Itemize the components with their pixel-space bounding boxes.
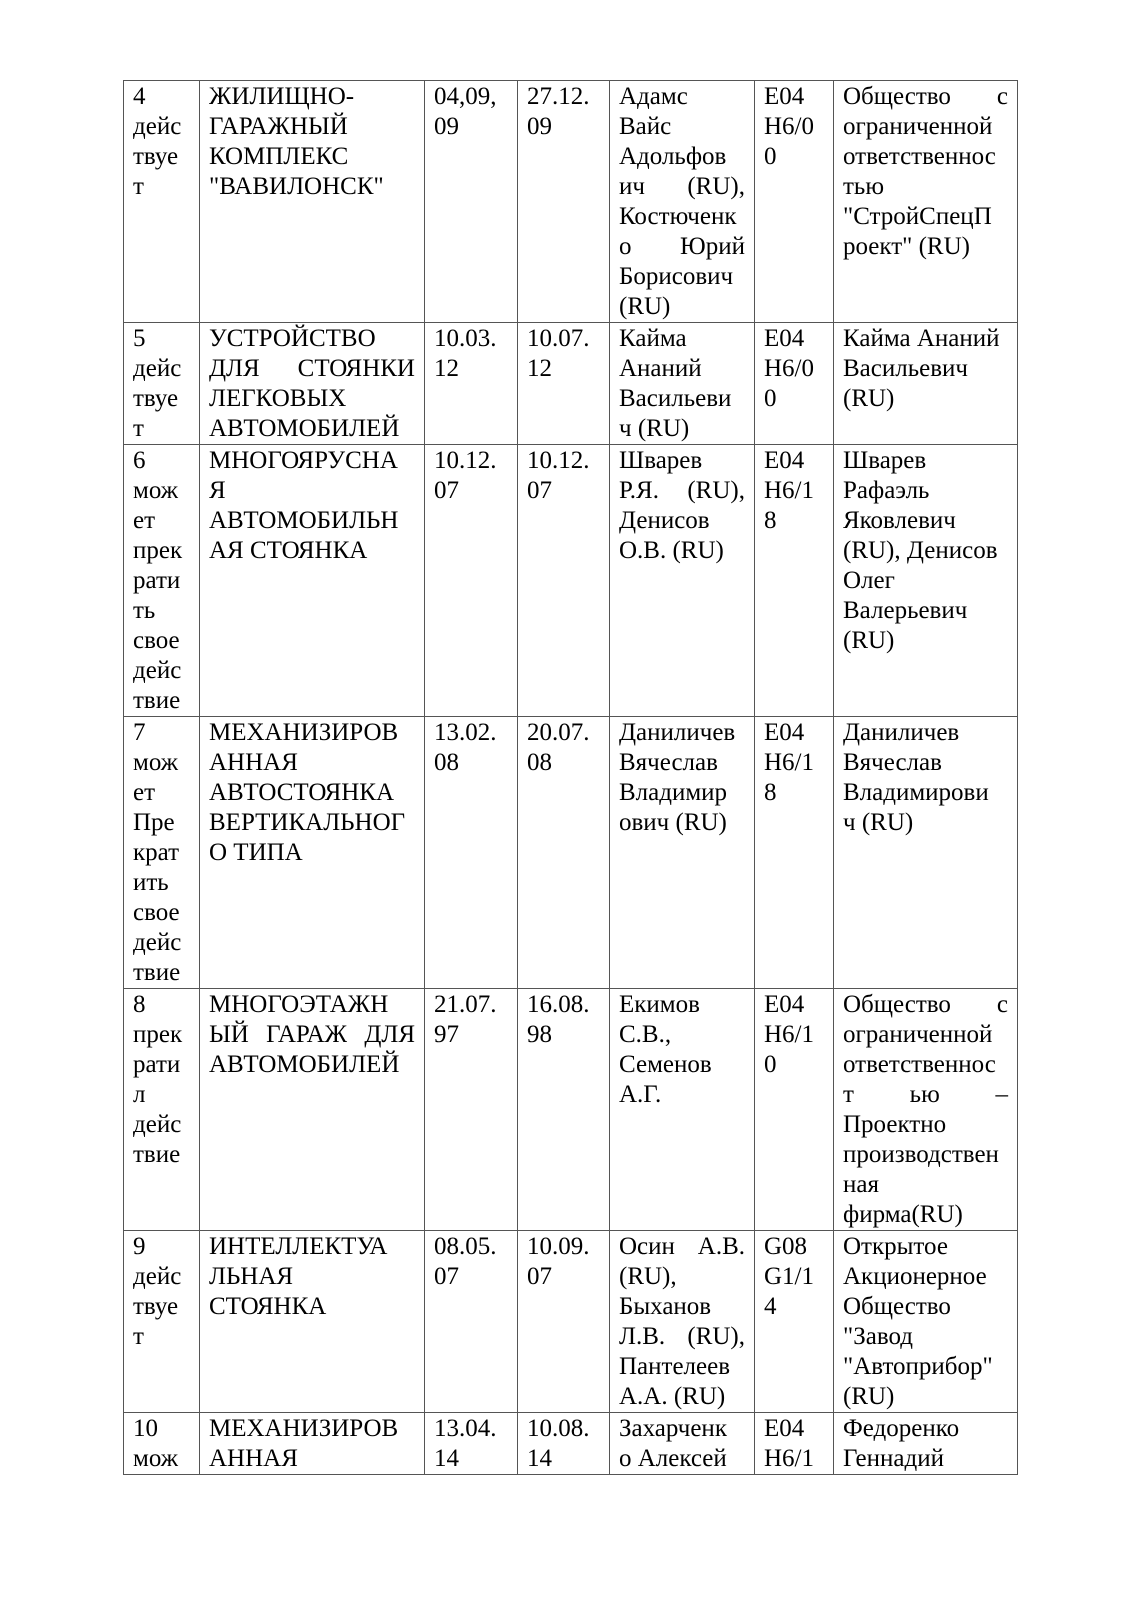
cell-text-line: 12 [434,355,459,382]
cell-text-line: 8 [133,991,146,1018]
cell-text-line: Вайс [619,113,672,140]
cell-text-line: 10.08. [527,1415,590,1442]
application-date-cell [425,1413,518,1475]
cell-text-line: H6/0 [764,355,814,382]
cell-text-line: Рафаэль [843,477,930,504]
table-row [124,1231,1018,1413]
cell-text-line: АВТОСТОЯНКА [209,779,395,806]
cell-text-line: дейс [133,1263,182,1290]
cell-text-line: (RU) [619,293,671,320]
patent-owner-cell [834,1231,1018,1413]
cell-text-line: 97 [434,1021,459,1048]
cell-text-line: Проектно [843,1111,947,1138]
table-row [124,323,1018,445]
cell-text-line: АВТОМОБИЛЬН [209,507,399,534]
cell-text-line: л [133,1081,146,1108]
cell-text-line: ограниченной [843,1021,993,1048]
authors-cell [610,445,755,717]
patent-owner-cell [834,81,1018,323]
cell-text-line: 8 [764,507,777,534]
cell-text-line: "Завод [843,1323,913,1350]
cell-text-line: дейс [133,1111,182,1138]
row-number-status-cell [124,1413,200,1475]
cell-text-line: свое [133,899,180,926]
invention-title-cell [200,989,425,1231]
invention-title-cell [200,1413,425,1475]
cell-text-line: (RU) [843,1383,895,1410]
table-row [124,717,1018,989]
cell-text-line: свое [133,627,180,654]
cell-text-line: ет [133,779,156,806]
cell-text-line: т ью – [843,1081,1008,1108]
cell-text-line: "СтройСпецП [843,203,992,230]
table-row [124,445,1018,717]
cell-text-line: производствен [843,1141,999,1168]
patent-owner-cell [834,323,1018,445]
cell-text-line: E04 [764,719,805,746]
cell-text-line: 13.04. [434,1415,497,1442]
cell-text-line: 08 [434,749,459,776]
cell-text-line: УСТРОЙСТВО [209,325,376,352]
cell-text-line: Я [209,477,226,504]
cell-text-line: МЕХАНИЗИРОВ [209,719,399,746]
cell-text-line: твие [133,687,181,714]
cell-text-line: АЯ СТОЯНКА [209,537,368,564]
cell-text-line: 07 [434,477,459,504]
cell-text-line: ич (RU), [619,173,745,200]
cell-text-line: 0 [764,385,777,412]
cell-text-line: (RU), [619,1263,677,1290]
cell-text-line: 7 [133,719,146,746]
cell-text-line: H6/1 [764,477,814,504]
cell-text-line: Денисов [619,507,710,534]
invention-title-cell [200,323,425,445]
application-date-cell [425,323,518,445]
application-date-cell [425,81,518,323]
cell-text-line: прек [133,1021,183,1048]
cell-text-line: Быханов [619,1293,712,1320]
cell-text-line: Адамс [619,83,688,110]
cell-text-line: (RU) [843,627,895,654]
cell-text-line: (RU) [843,385,895,412]
cell-text-line: 27.12. [527,83,590,110]
cell-text-line: твуе [133,385,179,412]
application-date-cell [425,989,518,1231]
ipc-class-cell [755,445,834,717]
cell-text-line: Открытое [843,1233,948,1260]
cell-text-line: дейс [133,657,182,684]
cell-text-line: дейс [133,929,182,956]
cell-text-line: 09 [527,113,552,140]
cell-text-line: 10.07. [527,325,590,352]
cell-text-line: E04 [764,325,805,352]
cell-text-line: МЕХАНИЗИРОВ [209,1415,399,1442]
cell-text-line: Пре [133,809,175,836]
cell-text-line: 8 [764,779,777,806]
cell-text-line: т [133,415,144,442]
cell-text-line: мож [133,477,178,504]
cell-text-line: 4 [764,1293,777,1320]
cell-text-line: ович (RU) [619,809,727,836]
cell-text-line: Яковлевич [843,507,956,534]
row-number-status-cell [124,445,200,717]
cell-text-line: ВЕРТИКАЛЬНОГ [209,809,406,836]
cell-text-line: 4 [133,83,146,110]
cell-text-line: Р.Я. (RU), [619,477,745,504]
cell-text-line: мож [133,749,178,776]
cell-text-line: Захарченк [619,1415,727,1442]
ipc-class-cell [755,81,834,323]
row-number-status-cell [124,989,200,1231]
table-row [124,989,1018,1231]
cell-text-line: Олег [843,567,895,594]
cell-text-line: ответственнос [843,143,996,170]
cell-text-line: Екимов [619,991,700,1018]
cell-text-line: АННАЯ [209,1445,298,1472]
cell-text-line: Васильеви [619,385,732,412]
cell-text-line: Борисович [619,263,734,290]
cell-text-line: 0 [764,1051,777,1078]
patents-table [123,80,1018,1475]
cell-text-line: Вячеслав [619,749,718,776]
cell-text-line: Общество с [843,83,1008,110]
cell-text-line: рати [133,567,181,594]
authors-cell [610,1231,755,1413]
invention-title-cell [200,445,425,717]
cell-text-line: тью [843,173,885,200]
cell-text-line: H6/1 [764,1021,814,1048]
cell-text-line: Адольфов [619,143,727,170]
cell-text-line: G08 [764,1233,808,1260]
cell-text-line: 98 [527,1021,552,1048]
cell-text-line: ЫЙ ГАРАЖ ДЛЯ [209,1021,415,1048]
cell-text-line: 9 [133,1233,146,1260]
cell-text-line: 14 [434,1445,459,1472]
cell-text-line: "Автоприбор" [843,1353,993,1380]
publication-date-cell [518,81,610,323]
cell-text-line: 5 [133,325,146,352]
authors-cell [610,1413,755,1475]
cell-text-line: Кайма [619,325,687,352]
cell-text-line: МНОГОЯРУСНА [209,447,398,474]
cell-text-line: 0 [764,143,777,170]
cell-text-line: "ВАВИЛОНСК" [209,173,384,200]
table-row [124,1413,1018,1475]
cell-text-line: дейс [133,113,182,140]
cell-text-line: мож [133,1445,178,1472]
cell-text-line: Геннадий [843,1445,944,1472]
cell-text-line: ограниченной [843,113,993,140]
cell-text-line: Общество [843,1293,951,1320]
cell-text-line: о Юрий [619,233,745,260]
cell-text-line: ч (RU) [619,415,690,442]
cell-text-line: Валерьевич [843,597,968,624]
cell-text-line: Осин А.В. [619,1233,745,1260]
cell-text-line: G1/1 [764,1263,814,1290]
cell-text-line: ная [843,1171,879,1198]
cell-text-line: Федоренко [843,1415,960,1442]
cell-text-line: Владимир [619,779,728,806]
cell-text-line: Васильевич [843,355,968,382]
cell-text-line: ить [133,869,169,896]
cell-text-line: МНОГОЭТАЖН [209,991,389,1018]
cell-text-line: ЛЬНАЯ [209,1263,294,1290]
cell-text-line: твуе [133,143,179,170]
authors-cell [610,81,755,323]
publication-date-cell [518,323,610,445]
cell-text-line: твие [133,1141,181,1168]
cell-text-line: ЛЕГКОВЫХ [209,385,347,412]
cell-text-line: рати [133,1051,181,1078]
cell-text-line: ть [133,597,156,624]
cell-text-line: Ананий [619,355,702,382]
cell-text-line: АВТОМОБИЛЕЙ [209,415,400,442]
row-number-status-cell [124,717,200,989]
publication-date-cell [518,1231,610,1413]
cell-text-line: Акционерное [843,1263,987,1290]
cell-text-line: E04 [764,83,805,110]
ipc-class-cell [755,323,834,445]
cell-text-line: т [133,1323,144,1350]
cell-text-line: H6/0 [764,113,814,140]
cell-text-line: ответственнос [843,1051,996,1078]
cell-text-line: КОМПЛЕКС [209,143,349,170]
cell-text-line: ДЛЯ СТОЯНКИ [209,355,415,382]
cell-text-line: С.В., [619,1021,672,1048]
ipc-class-cell [755,717,834,989]
cell-text-line: 13.02. [434,719,497,746]
cell-text-line: 09 [434,113,459,140]
cell-text-line: E04 [764,447,805,474]
ipc-class-cell [755,1231,834,1413]
application-date-cell [425,1231,518,1413]
cell-text-line: Вячеслав [843,749,942,776]
authors-cell [610,989,755,1231]
cell-text-line: Владимирови [843,779,989,806]
table-row [124,81,1018,323]
application-date-cell [425,717,518,989]
invention-title-cell [200,717,425,989]
cell-text-line: ЖИЛИЩНО- [209,83,355,110]
cell-text-line: крат [133,839,180,866]
row-number-status-cell [124,323,200,445]
cell-text-line: 07 [527,1263,552,1290]
patent-owner-cell [834,445,1018,717]
patent-owner-cell [834,1413,1018,1475]
ipc-class-cell [755,989,834,1231]
cell-text-line: 20.07. [527,719,590,746]
ipc-class-cell [755,1413,834,1475]
cell-text-line: твуе [133,1293,179,1320]
cell-text-line: о Алексей [619,1445,727,1472]
cell-text-line: А.А. (RU) [619,1383,726,1410]
cell-text-line: E04 [764,1415,805,1442]
patent-owner-cell [834,717,1018,989]
publication-date-cell [518,445,610,717]
cell-text-line: 10 [133,1415,158,1442]
cell-text-line: Шварев [843,447,927,474]
cell-text-line: 10.03. [434,325,497,352]
cell-text-line: Семенов [619,1051,712,1078]
cell-text-line: 07 [434,1263,459,1290]
cell-text-line: А.Г. [619,1081,662,1108]
cell-text-line: E04 [764,991,805,1018]
cell-text-line: 07 [527,477,552,504]
cell-text-line: Костюченк [619,203,737,230]
cell-text-line: 10.09. [527,1233,590,1260]
cell-text-line: АВТОМОБИЛЕЙ [209,1051,400,1078]
cell-text-line: (RU), Денисов [843,537,998,564]
authors-cell [610,323,755,445]
cell-text-line: ет [133,507,156,534]
cell-text-line: 6 [133,447,146,474]
cell-text-line: Л.В. (RU), [619,1323,745,1350]
invention-title-cell [200,1231,425,1413]
cell-text-line: 12 [527,355,552,382]
cell-text-line: Кайма Ананий [843,325,1000,352]
cell-text-line: 14 [527,1445,552,1472]
row-number-status-cell [124,81,200,323]
cell-text-line: 08.05. [434,1233,497,1260]
cell-text-line: фирма(RU) [843,1201,963,1228]
cell-text-line: АННАЯ [209,749,298,776]
cell-text-line: 21.07. [434,991,497,1018]
cell-text-line: ч (RU) [843,809,914,836]
cell-text-line: Даниличев [843,719,960,746]
cell-text-line: роект" (RU) [843,233,970,260]
cell-text-line: СТОЯНКА [209,1293,327,1320]
authors-cell [610,717,755,989]
publication-date-cell [518,717,610,989]
cell-text-line: Пантелеев [619,1353,731,1380]
cell-text-line: 08 [527,749,552,776]
cell-text-line: ИНТЕЛЛЕКТУА [209,1233,388,1260]
cell-text-line: H6/1 [764,1445,814,1472]
cell-text-line: 10.12. [527,447,590,474]
row-number-status-cell [124,1231,200,1413]
cell-text-line: дейс [133,355,182,382]
application-date-cell [425,445,518,717]
cell-text-line: О.В. (RU) [619,537,724,564]
cell-text-line: О ТИПА [209,839,303,866]
cell-text-line: твие [133,959,181,986]
cell-text-line: Даниличев [619,719,736,746]
cell-text-line: ГАРАЖНЫЙ [209,113,348,140]
publication-date-cell [518,989,610,1231]
cell-text-line: H6/1 [764,749,814,776]
cell-text-line: 16.08. [527,991,590,1018]
patent-owner-cell [834,989,1018,1231]
cell-text-line: прек [133,537,183,564]
publication-date-cell [518,1413,610,1475]
cell-text-line: 04,09, [434,83,497,110]
cell-text-line: Общество с [843,991,1008,1018]
invention-title-cell [200,81,425,323]
patents-table-body [124,81,1018,1475]
cell-text-line: Шварев [619,447,703,474]
cell-text-line: т [133,173,144,200]
cell-text-line: 10.12. [434,447,497,474]
